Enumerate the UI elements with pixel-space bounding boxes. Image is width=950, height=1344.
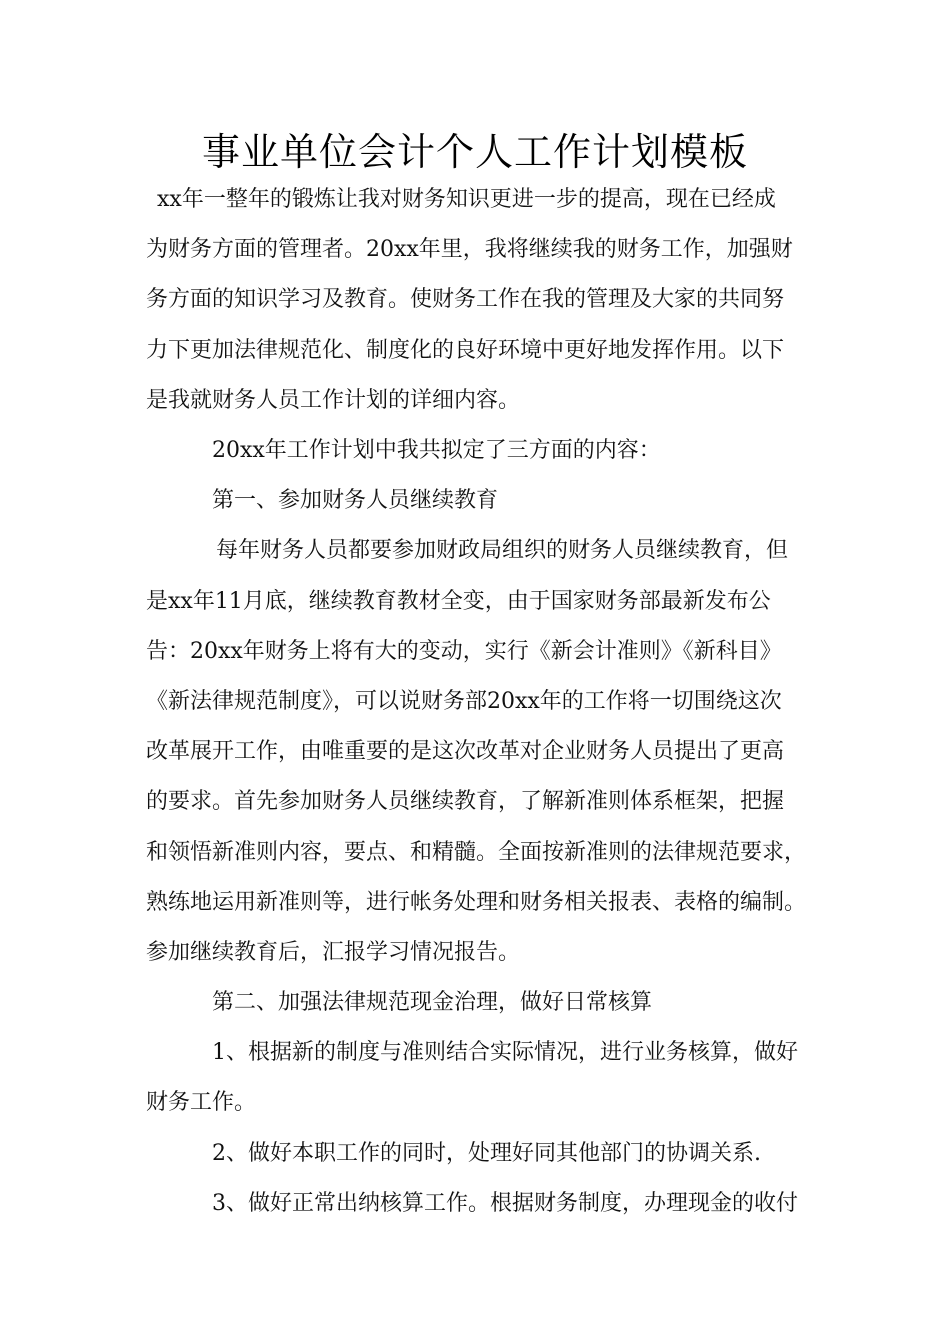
paragraph-line: 务方面的知识学习及教育。使财务工作在我的管理及大家的共同努	[146, 287, 785, 312]
paragraph-line: 告：20xx年财务上将有大的变动，实行《新会计准则》《新科目》	[146, 639, 782, 664]
document-title: 事业单位会计个人工作计划模板	[201, 130, 748, 174]
paragraph-line: 为财务方面的管理者。20xx年里，我将继续我的财务工作，加强财	[146, 237, 793, 262]
section-heading: 第二、加强法律规范现金治理，做好日常核算	[212, 990, 653, 1015]
paragraph-line: 是我就财务人员工作计划的详细内容。	[146, 388, 521, 413]
paragraph-line: xx年一整年的锻炼让我对财务知识更进一步的提高，现在已经成	[157, 187, 776, 212]
paragraph-line: 是xx年11月底，继续教育教材全变，由于国家财务部最新发布公	[146, 589, 771, 614]
paragraph-line: 2、做好本职工作的同时，处理好同其他部门的协调关系.	[212, 1141, 761, 1166]
paragraph-line: 的要求。首先参加财务人员继续教育，了解新准则体系框架，把握	[146, 789, 785, 814]
section-heading: 第一、参加财务人员继续教育	[212, 488, 499, 513]
paragraph-line: 和领悟新准则内容，要点、和精髓。全面按新准则的法律规范要求，	[146, 840, 807, 865]
paragraph-line: 改革展开工作，由唯重要的是这次改革对企业财务人员提出了更高	[146, 739, 785, 764]
paragraph-line: 熟练地运用新准则等，进行帐务处理和财务相关报表、表格的编制。	[146, 890, 807, 915]
paragraph-line: 《新法律规范制度》，可以说财务部20xx年的工作将一切围绕这次	[146, 689, 782, 714]
paragraph-line: 力下更加法律规范化、制度化的良好环境中更好地发挥作用。以下	[146, 338, 785, 363]
paragraph-line: 参加继续教育后，汇报学习情况报告。	[146, 940, 521, 965]
paragraph-line: 每年财务人员都要参加财政局组织的财务人员继续教育，但	[216, 538, 789, 563]
paragraph-line: 财务工作。	[146, 1090, 257, 1115]
paragraph-line: 20xx年工作计划中我共拟定了三方面的内容：	[212, 438, 661, 463]
paragraph-line: 3、做好正常出纳核算工作。根据财务制度，办理现金的收付	[212, 1191, 798, 1216]
paragraph-line: 1、根据新的制度与准则结合实际情况，进行业务核算，做好	[212, 1040, 798, 1065]
